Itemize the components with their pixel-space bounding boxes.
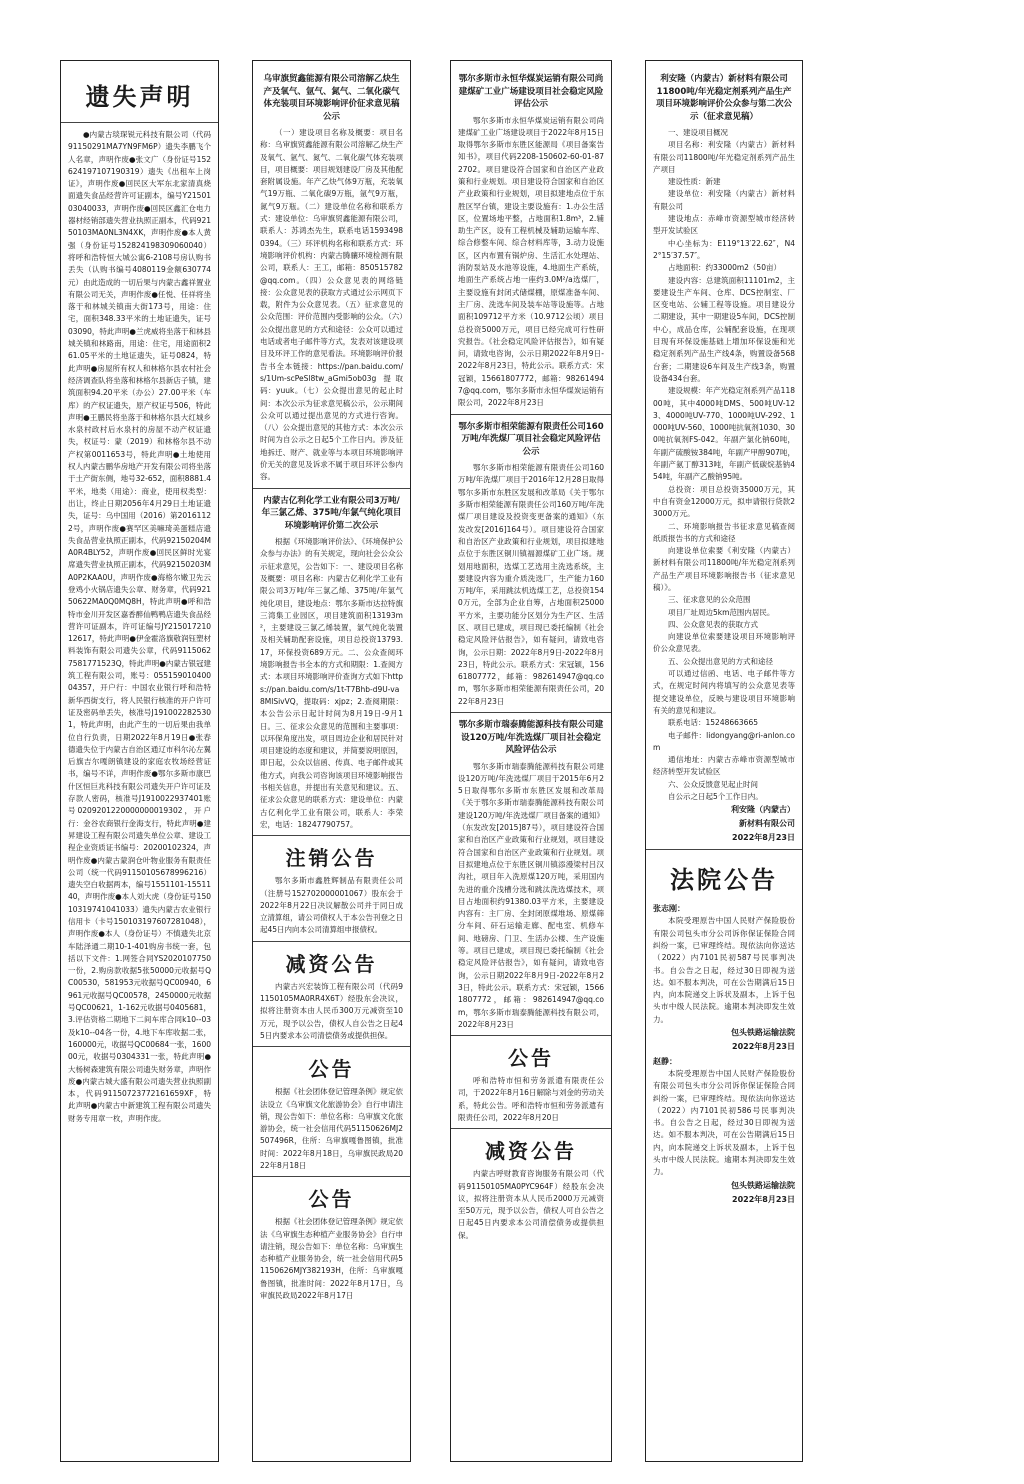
notice-body: 鄂尔多斯市瑞泰腾能源科技有限公司建设120万吨/年洗选煤厂项目于2015年6月25日取得鄂尔多斯市东胜区发展和改革局《关于鄂尔多斯市瑞泰腾能源科技有限公司建设120万吨/年洗选煤厂项目备案的通知》（东发改发[2015]87号），项目建设符合国家和自治区产业政策和行业规划，项目建设符合国家和自治区产业政策和行业规划。项目拟建地点位于东胜区铜川镇添漫梁村吕汉沟社，项目年入洗原煤120万吨，采用国内先进的重介浅槽分选和跳汰洗选煤技术，项目占地面积约91380.03平方米，主要建设内容有：主厂房、全封闭原煤堆场、原煤筛分车间、矸石运输走廊、配电室、机修车间、地磅房、门卫、生活办公楼、生产设施等。项目已建成，项目现已委托编制《社会稳定风险评估报告》，如有疑问，请致电咨询，公示日期2022年8月9日-2022年8月23日，特此公示。联系方式：宋冠颖，15661807772，邮箱：982614947@qq.com，鄂尔多斯市瑞泰腾能源科技有限公司，2022年8月23日 bbox=[458, 761, 604, 1029]
env-notice-wushenqi bbox=[260, 67, 403, 484]
notice-body: 内蒙古呼财教育咨询服务有限公司（代码91150105MA0PYC964F）经股东会决议，拟将注册资本从人民币2000万元减资至50万元，现予以公告，债权人可自公告之日起45日内要求本公司清偿债务或提供担保。 bbox=[458, 1169, 604, 1240]
notice-paragraph: 建设性质：新建 bbox=[668, 177, 721, 187]
notice-paragraph: 二、环境影响报告书征求意见稿查阅纸质报告书的方式和途径 bbox=[653, 521, 795, 543]
notice-paragraph: 建设单位：利安隆（内蒙古）新材料有限公司 bbox=[653, 189, 795, 211]
notice-title: 乌审旗贸鑫能源有限公司溶解乙炔生产及氧气、氩气、氮气、二氧化碳气体充装项目环境影响评价征求意见稿公示 bbox=[263, 74, 400, 122]
notice-title: 鄂尔多斯市瑞泰腾能源科技有限公司建设120万吨/年洗选煤厂项目社会稳定风险评估公示 bbox=[458, 720, 604, 756]
addressee: 张志刚： bbox=[653, 904, 685, 914]
notice-paragraph: 三、征求意见的公众范围 bbox=[668, 595, 751, 605]
notice-body: 呼和浩特市恒和劳务派遣有限责任公司，于2022年8月16日解除与刘金的劳动关系，特此公告。呼和浩特市恒和劳务派遣有限责任公司，2022年8月20日 bbox=[458, 1076, 604, 1122]
column-lost-notices bbox=[60, 60, 219, 1462]
signature-date: 2022年8月23日 bbox=[732, 833, 795, 843]
stability-notice-yonghenghua bbox=[458, 67, 604, 410]
notice-header: 公告 bbox=[308, 1057, 355, 1082]
notice-paragraph: 自公示之日起5个工作日内。 bbox=[668, 792, 763, 802]
notice-paragraph: 建设内容：总建筑面积11101m2，主要建设生产车间、仓库、DCS控制室、厂区变电站、公辅工程等设施。项目建设分二期建设，其中一期建设5车间，DCS控制中心，成品仓库，公辅配套设施，在现项目现有环保设施基础上增加环保设施和光稳定剂系列产品生产线4条，购置设备568台套；二期建设6车间及生产线3条，购置设备434台套。 bbox=[653, 275, 795, 383]
notice-paragraph: 一、建设项目概况 bbox=[668, 128, 728, 137]
notice-body: 鄂尔多斯市鑫胜辉制品有限责任公司（注册号152702000001067）股东会于2022年8月22日决议解散公司并于同日成立清算组，请公司债权人于本公告刊登之日起45日内向本公司清算组申报债权。 bbox=[260, 876, 403, 935]
stability-notice-ruitaiteng bbox=[458, 713, 604, 1031]
env-notice-yili bbox=[260, 489, 403, 832]
court-name: 包头铁路运输法院 bbox=[731, 1028, 795, 1037]
court-date: 2022年8月23日 bbox=[732, 1042, 795, 1051]
capital-reduction-notice bbox=[260, 942, 403, 1042]
notice-body: 鄂尔多斯市相荣能源有限责任公司160万吨/年洗煤厂项目于2016年12月28日取得鄂尔多斯市东胜区发展和改革局《关于鄂尔多斯市相荣能源有限责任公司160万吨/年洗煤厂项目建设及投资变更备案的通知》（东发改发[2016]164号）。项目建设符合国家和自治区产业政策和行业规划，项目拟建地点位于东胜区铜川镇福源煤矿工业广场。规划用地面积，选煤工艺选用主洗选系统，主要建设内容为重介质洗选厂，生产能力160万吨/年，采用跳汰机选煤工艺，总投资1540万元，全部为企业自筹，占地面积25000平方米，主要功能分区划分为生产区、生活区、项目已建成，项目现已委托编制《社会稳定风险评估报告》，如有疑问，请致电咨询，公示日期：2022年8月9日-2022年8月23日，特此公示。联系方式：宋冠颖，15661807772，邮箱：982614947@qq.com，鄂尔多斯市相荣能源有限责任公司，2022年8月23日 bbox=[458, 463, 604, 706]
capital-reduction-notice bbox=[458, 1129, 604, 1242]
court-date: 2022年8月23日 bbox=[732, 1194, 795, 1204]
notice-paragraph: 占地面积：约33000m2（50亩） bbox=[668, 263, 781, 273]
court-name: 包头铁路运输法院 bbox=[731, 1180, 795, 1190]
notice-paragraph: 总投资：项目总投资35000万元，其中自有资金12000万元，拟申请银行贷款23000万元。 bbox=[653, 484, 795, 519]
court-notice bbox=[653, 850, 795, 1206]
stability-notice-xiangrong bbox=[458, 415, 604, 708]
notice-paragraph: 中心坐标为：E119°13′22.62″，N42°15′37.57″。 bbox=[653, 238, 795, 260]
lost-notice-text: ●内蒙古琰琛锐元科技有限公司（代码91150291MA7YN9FM6P）遗失李鹏飞个人名章，声明作废●张文广（身份证号152624197107190319）遗失《出租车上岗证》，声明作废●回民区大军东北家清真烧面遗失食品经营许可证副本，编号Y2150103040033，声明作废●回民区鑫汇仓电力器材经销部遗失营业执照正副本，代码92150103MA0NL3N4XK，声明作废●本人黄强（身份证号152824198309060040）将呼和浩特恒大城公寓6-2108号房认购书丢失（认购书编号4080119金额630774元）由此造成的一切后果与内蒙古鑫祥置业有限公司无关，声明作废●任悦、任祥将坐落于和林城关镇南大街173号，用途：住宅，面积348.33平米的土地证遗失，证号03090，特此声明●兰虎威将坐落于和林县城关镇和林路南，用途：住宅，用途面积261.05平米的土地证遗失，证号0824，特此声明●房屋所有权人和林格尔县农村社会经济调查队将坐落和林格尔县新店子镇，建筑面积94.20平米（办公）27.00平米（车库）的产权证遗失，原产权证号506，特此声明●王鹏民将坐落于和林格尔县大红城乡水泉村政村后水泉村的房屋不动产权证遗失，权证号：蒙（2019）和林格尔县不动产权第0011653号，特此声明●土地使用权人内蒙古鹏华房地产开发有限公司将坐落于土产街东侧，地号32-652，面积8881.4平米，地类（用途）：商业，使用权类型：出让，终止日期2056年4月29日土地证遗失，证号：乌中国用（2016）第20161122号，声明作废●赛罕区美嘛琦美蛋糕店遗失食品营业执照正副本，代码92150204MA0R4BLY52，声明作废●回民区鲜时光宴席遗失营业执照正副本，代码92150203MA0P2KAA0U，声明作废●海格尔嫩卫先云登鸡小火锅店遗失公章、财务章，代码92150622MA0Q0MQ8H，特此声明●呼和浩特市金川开发区嘉香醉仙鸭鸭店遗失食品经营许可证副本，许可证编号JY21501721012617，特此声明●伊金霍洛旗敬润钰塑材料装饰有限公司遗失公章，代码91150627581771523Q，特此声明●内蒙古银冠建筑工程有限公司，账号：05515901040004357，开户行：中国农业银行呼和浩特新华西街支行，将人民银行核准的开户许可证及密码单丢失，核准号J1910022825301，特此声明，由此产生的一切后果由我单位自行负责，日期2022年8月19日●张春德遗失位于内蒙古自治区通辽市科尔沁左翼后旗吉尔嘎朗镇建设的家庭农牧场经营证书，编号不详，声明作废●鄂尔多斯市康巴什区恒巨兆科技有限公司遗失开户许可证及存款人密码，核准号J1910022937401账号0209201220000000019302，开户行：金谷农商银行金海支行，特此声明●建昇建设工程有限公司遗失单位公章、建设工程企业资质证书编号：20200102324，声明作废●内蒙古蒙润仓叶物业服务有限责任公司（统一代码91150105678996216）遗失空白收据两本，编号1551101-1551140，声明作废●本人刘大虎（身份证号15010319741041033）遗失内蒙古农业银行信用卡（卡号150103197607281048），声明作废●本人（身份证号）不慎遗失北京车陆泽通二期10-1-401购房书统一套，包括以下文件：1.网签合同YS2020107750一份，2.购房款收据5张50000元收据号QC00530，581953元收据号QC00940，6961元收据号QC00578，2450000元收据号QC00621，1-162元收据号0405681，3.评估资格二期地下二间车库合同k10--03及k10--04各一份，4.地下车库收据二张，160000元，收据号QC00684一张，160000元，收据号0304331一张，特此声明●大杨树森建筑有限公司遗失财务章，声明作废●内蒙古城大盛有限公司遗失营业执照副本，代码91150723772161659XF，特此声明●内蒙古中新建筑工程有限公司遗失财务专用章一枚，声明作废。 bbox=[68, 130, 211, 1123]
notice-paragraph: 建设地点：赤峰市资源型城市经济转型开发试验区 bbox=[653, 214, 795, 236]
association-notice-b bbox=[260, 1177, 403, 1302]
signature-company: 新材料有限公司 bbox=[739, 819, 795, 829]
notice-title: 利安隆（内蒙古）新材料有限公司11800吨/年光稳定剂系列产品生产项目环境影响评价公众参与第二次公示（征求意见稿） bbox=[655, 74, 792, 122]
notice-title: 鄂尔多斯市相荣能源有限责任公司160万吨/年洗煤厂项目社会稳定风险评估公示 bbox=[458, 421, 604, 457]
column-environment-notices bbox=[252, 60, 411, 1462]
labor-notice bbox=[458, 1036, 604, 1124]
notice-title: 鄂尔多斯市永恒华煤炭运销有限公司尚建煤矿工业广场建设项目社会稳定风险评估公示 bbox=[458, 74, 604, 109]
notice-paragraph: 项目厂址周边5km范围内居民。 bbox=[668, 607, 775, 617]
notice-body: （一）建设项目名称及概要：项目名称：乌审旗贸鑫能源有限公司溶解乙炔生产及氧气、氩气、氮气、二氧化碳气体充装项目，项目概要：项目规划建设厂房及其他配套附属设施。年产乙炔气体9万瓶，充装氧气19万瓶、二氧化碳9万瓶，氩气9万瓶，氮气9万瓶。（二）建设单位名称和联系方式：建设单位：乌审旗贸鑫能源有限公司，联系人：苏鸿杰先生，联系电话15934980394。（三）环评机构名称和联系方式：环境影响评价机构：内蒙古腾骧环境检测有限公司，联系人：王工，邮箱：850515782@qq.com。（四）公众意见表的网络链接：公众意见表的获取方式通过公示网页下载，附件为公众意见表。（五）征求意见的公众范围：评价范围内受影响的公众。（六）公众提出意见的方式和途径：公众可以通过电话或者电子邮件等方式，发表对该建设项目及环评工作的意见看法。环境影响评价报告书全本链接：https://pan.baidu.com/s/1Um-scPeSl8tw_aGmi5ob03g 提取码：yuuk。（七）公众提出意见的起止时间：本次公示为征求意见稿公示，公示期间公众可以通过提出意见的方式进行咨询。（八）公众提出意见的其他方式：本次公示时间为自公示之日起5个工作日内。涉及征地拆迁、财产、就业等与本项目环境影响评价无关的意见及诉求不属于项目环评公参内容。 bbox=[260, 128, 403, 482]
signature-company: 利安隆（内蒙古） bbox=[731, 805, 795, 815]
notice-paragraph: 向建设单位索要《利安隆（内蒙古）新材料有限公司11800吨/年光稳定剂系列产品生产项目环境影响报告书（征求意见稿）》。 bbox=[653, 546, 795, 592]
notice-paragraph: 六、公众反馈意见起止时间 bbox=[668, 779, 758, 789]
court-notice-header: 法院公告 bbox=[670, 866, 778, 895]
association-notice-a bbox=[260, 1047, 403, 1172]
notice-body: 内蒙古兴宏装饰工程有限公司（代码91150105MA0RR4X6T）经股东会决议，拟将注册资本由人民币300万元减资至10万元，现予以公告，债权人自公告之日起45日内要求本公司清偿债务或提供担保。 bbox=[260, 981, 403, 1040]
reduce-notice-header: 减资公告 bbox=[485, 1139, 577, 1164]
notice-paragraph: 五、公众提出意见的方式和途径 bbox=[668, 656, 773, 666]
notice-title: 内蒙古亿利化学工业有限公司3万吨/年三氯乙烯、375吨/年氯气纯化项目环境影响评价第二次公示 bbox=[261, 495, 402, 531]
court-notice-body: 本院受理原告中国人民财产保险股份有限公司包头市分公司诉你保证保险合同纠纷一案，已审理终结。现依法向你送达（2022）内7101民初587号民事判决书。自公告之日起，经过30日即视为送达。如不服本判决，可在公告期满后15日内，向本院递交上诉状及副本，上诉于包头市中级人民法院。逾期本判决即发生效力。 bbox=[653, 916, 795, 1024]
notice-paragraph: 通信地址：内蒙古赤峰市资源型城市经济转型开发试验区 bbox=[653, 755, 795, 777]
notice-header: 公告 bbox=[508, 1046, 554, 1071]
column-stability-notices bbox=[450, 60, 612, 1462]
addressee: 赵静： bbox=[653, 1057, 677, 1066]
notice-body: 根据《社会团体登记管理条例》规定依法《乌审旗生态种植产业服务协会》自行申请注销，现公告如下：单位名称：乌审旗生态种植产业服务协会，统一社会信用代码51150626MJY382193H，住所：乌审旗嘎鲁图镇，批准时间：2022年8月17日，乌审旗民政局2022年8月17日 bbox=[260, 1217, 403, 1301]
notice-paragraph: 向建设单位索要建设项目环境影响评价公众意见表。 bbox=[653, 632, 795, 654]
cancel-notice bbox=[260, 836, 403, 936]
reduce-notice-header: 减资公告 bbox=[285, 951, 378, 976]
notice-body: 鄂尔多斯市永恒华煤炭运销有限公司尚建煤矿工业广场建设项目于2022年8月15日取得鄂尔多斯市东胜区能源局《项目备案告知书》，项目代码2208-150602-60-01-872702。项目建设符合国家和自治区产业政策和行业规划。项目建设符合国家和自治区产业政策和行业规划，项目拟建地点位于东胜区罕台镇，建设主要设施有：1.办公生活区，位置场地平整，占地面积1.8m³，2.辅助生产区，设有工程机械及辅助运输车库、综合修整车间、综合材料库等，3.动力设施区，区内布置有锅炉房、生活汇水处理站、消防泵站及水池等设施，4.地面生产系统，地面生产系统占地一座约3.0M²/a选煤厂，主要设施有封闭式储煤棚，原煤准备车间、主厂房、洗选车间及装车站等设施等。占地面积109712平方米（10.9712公顷）项目总投资5000万元，项目已经完成可行性研究报告。《社会稳定风险评估报告》，如有疑问，请致电咨询，公示日期2022年8月9日-2022年8月23日，特此公示。联系方式：宋冠颖，15661807772，邮箱：982614947@qq.com，鄂尔多斯市永恒华煤炭运销有限公司，2022年8月23日 bbox=[458, 115, 604, 408]
notice-header: 公告 bbox=[308, 1187, 355, 1212]
notice-paragraph: 建设规模：年产光稳定剂系列产品11800吨，其中4000吨DMS、500吨UV-123、4000吨UV-770、1000吨UV-292、1000吨UV-560、1000吨抗氧剂1030、300吨抗氧剂FS-042。年副产氯化钠60吨，年副产硫酸铵384吨，年副产甲醇907吨，年副产氨丁醇313吨，年副产低碳烷基钠454吨，年副产乙酸钠95吨。 bbox=[653, 386, 795, 482]
notice-paragraph: 可以通过信函、电话、电子邮件等方式，在规定时间内将填写的公众意见表等提交建设单位，反映与建设项目环境影响有关的意见和建议。 bbox=[653, 669, 795, 715]
notice-body: 根据《社会团体登记管理条例》规定依法设立《乌审旗文化旅游协会》自行申请注销，现公告如下：单位名称：乌审旗文化旅游协会，统一社会信用代码51150626MJ2507496R，住所：乌审旗嘎鲁图镇，批准时间：2022年8月18日，乌审旗民政局2022年8月18日 bbox=[260, 1087, 403, 1170]
notice-paragraph: 联系电话：15248663665 bbox=[668, 718, 758, 728]
notice-paragraph: 电子邮件：lidongyang@ri-anlon.com bbox=[653, 730, 795, 752]
court-notice-body: 本院受理原告中国人民财产保险股份有限公司包头市分公司诉你保证保险合同纠纷一案，已审理终结。现依法向你送达（2022）内7101民初586号民事判决书。自公告之日起，经过30日即视为送达。如不服本判决，可在公告期满后15日内，向本院递交上诉状及副本，上诉于包头市中级人民法院。逾期本判决即发生效力。 bbox=[653, 1069, 795, 1177]
notice-paragraph: 四、公众意见表的获取方式 bbox=[668, 619, 758, 629]
lost-notice-header: 遗失声明 bbox=[85, 83, 194, 111]
env-notice-rianlon bbox=[653, 67, 795, 845]
column-rianlon-court bbox=[645, 60, 803, 1462]
notice-paragraph: 项目名称：利安隆（内蒙古）新材料有限公司11800吨/年光稳定剂系列产品生产项目 bbox=[653, 140, 795, 174]
notice-body: 根据《环境影响评价法》、《环境保护公众参与办法》的有关规定，现向社会公众公示征求意见，公告如下：一、建设项目名称及概要：项目名称：内蒙古亿利化学工业有限公司3万吨/年三氯乙烯、375吨/年氯气纯化项目，建设地点：鄂尔多斯市达拉特旗三湾集工业园区，项目建筑面积13193m²，主要建设三氯乙烯装置，氯气纯化装置及相关辅助配套设施，项目总投资13793.17，环保投资689万元。二、公众查阅环境影响报告书全本的方式和期限：1.查阅方式：本项目环境影响评价查询方式如下https://pan.baidu.com/s/1t-T7Bhb-d9U-va8MlSivVQ，提取码：xjpz；2.查阅期限：本公告公示日起计时间为8月19日-9月1日。三、征求公众意见的范围和主要事项：以环保角度出发，项目周边企业和居民针对项目建设的态度和建议，并简要说明原因，即日起，公众以信函、传真、电子邮件或其他方式，向我公司咨询该项目环境影响报告书相关信息，并提出有关意见和建议。五、征求公众意见的联系方式：建设单位：内蒙古亿利化学工业有限公司，联系人：李荣宏，电话：18247790757。 bbox=[260, 537, 403, 829]
cancel-notice-header: 注销公告 bbox=[285, 846, 378, 871]
